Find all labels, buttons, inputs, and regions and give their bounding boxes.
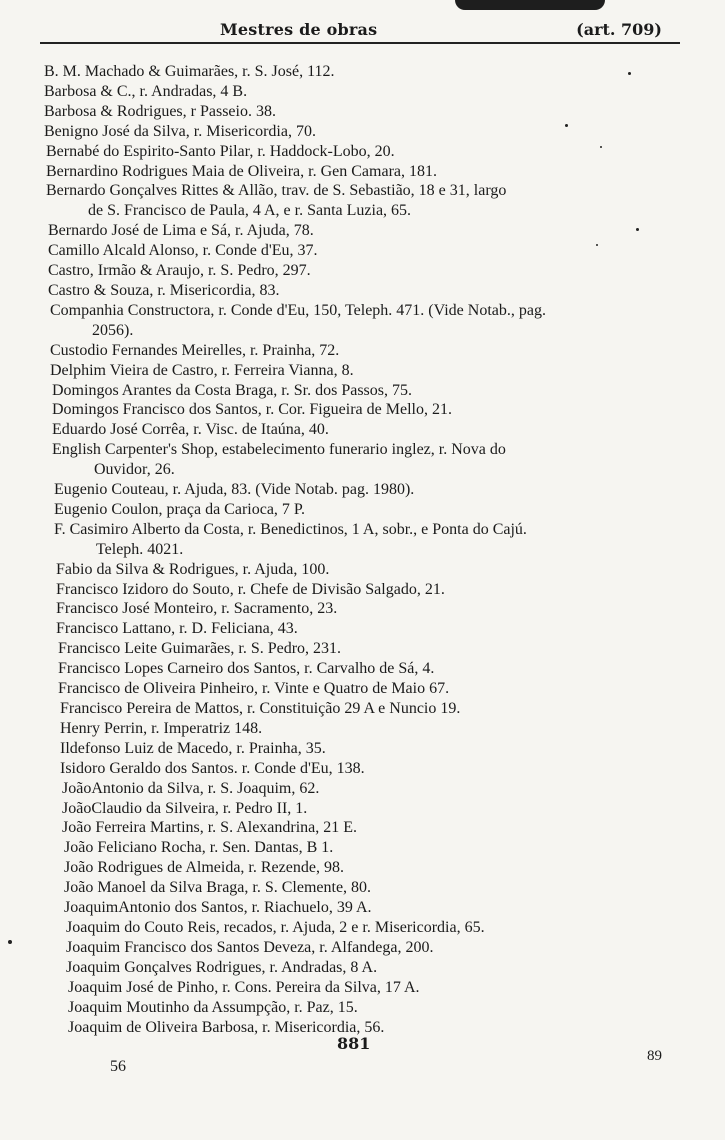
directory-entry xyxy=(42,221,692,241)
entry-text: Domingos Arantes da Costa Braga, r. Sr. dos Passos, 75. xyxy=(52,381,412,399)
directory-entry xyxy=(42,639,692,659)
signature-mark: 881 xyxy=(337,1034,371,1053)
entry-text: Barbosa & C., r. Andradas, 4 B. xyxy=(44,82,248,100)
entry-text: Francisco José Monteiro, r. Sacramento, 23. xyxy=(56,600,338,618)
entry-text: Bernardino Rodrigues Maia de Oliveira, r. Gen Camara, 181. xyxy=(46,162,437,180)
entry-text: B. M. Machado & Guimarães, r. S. José, 112. xyxy=(44,63,335,80)
directory-entry xyxy=(42,381,692,401)
directory-entry xyxy=(42,420,692,440)
directory-entry xyxy=(42,739,692,759)
directory-entry xyxy=(42,619,692,639)
entry-text: Ildefonso Luiz de Macedo, r. Prainha, 35. xyxy=(60,739,326,757)
entry-text: Francisco Pereira de Mattos, r. Constituição 29 A e Nuncio 19. xyxy=(60,700,461,717)
directory-entry xyxy=(42,998,692,1018)
entry-text: Castro & Souza, r. Misericordia, 83. xyxy=(48,281,280,299)
directory-entry xyxy=(42,361,692,381)
entry-text: Benigno José da Silva, r. Misericordia, 70. xyxy=(44,122,316,140)
directory-entry xyxy=(42,281,692,301)
directory-entry xyxy=(42,82,692,102)
directory-entry xyxy=(42,938,692,958)
directory-entry xyxy=(42,779,692,799)
entry-continuation: Teleph. 4021. xyxy=(96,540,184,558)
entry-continuation: 2056). xyxy=(92,321,134,339)
entry-text: Joaquim Francisco dos Santos Deveza, r. Alfandega, 200. xyxy=(66,938,434,956)
directory-entry xyxy=(42,520,692,560)
directory-entry xyxy=(42,838,692,858)
entry-text: Francisco Lattano, r. D. Feliciana, 43. xyxy=(56,620,298,638)
directory-entry xyxy=(42,341,692,361)
directory-entry xyxy=(42,659,692,679)
directory-entry xyxy=(42,580,692,600)
directory-entry xyxy=(42,480,692,500)
directory-entry xyxy=(42,122,692,142)
directory-entry xyxy=(42,699,692,719)
directory-entry xyxy=(42,719,692,739)
entry-text: Joaquim José de Pinho, r. Cons. Pereira da Silva, 17 A. xyxy=(68,978,420,996)
entry-text: Custodio Fernandes Meirelles, r. Prainha, 72. xyxy=(50,341,340,359)
entry-text: JoaquimAntonio dos Santos, r. Riachuelo, 39 A. xyxy=(64,899,372,917)
entry-text: JoãoClaudio da Silveira, r. Pedro II, 1. xyxy=(62,799,308,817)
directory-entry xyxy=(42,400,692,420)
footer-right-number: 89 xyxy=(647,1048,662,1064)
entry-text: Joaquim Moutinho da Assumpção, r. Paz, 15. xyxy=(68,998,358,1016)
directory-entry xyxy=(42,599,692,619)
entry-text: Joaquim Gonçalves Rodrigues, r. Andradas, 8 A. xyxy=(66,958,378,976)
entry-text: Bernardo José de Lima e Sá, r. Ajuda, 78. xyxy=(48,222,314,240)
entry-text: João Ferreira Martins, r. S. Alexandrina, 21 E. xyxy=(62,819,358,837)
directory-entry xyxy=(42,818,692,838)
entry-text: Isidoro Geraldo dos Santos. r. Conde d'Eu, 138. xyxy=(60,759,365,777)
directory-entry xyxy=(42,978,692,998)
entry-text: Henry Perrin, r. Imperatriz 148. xyxy=(60,719,263,737)
directory-entry xyxy=(42,142,692,162)
ink-speck xyxy=(8,940,12,944)
entry-text: Castro, Irmão & Araujo, r. S. Pedro, 297. xyxy=(48,262,311,280)
footer-left-number: 56 xyxy=(110,1058,126,1075)
ink-blot xyxy=(455,0,605,10)
entry-list xyxy=(42,62,692,1037)
directory-entry xyxy=(42,898,692,918)
directory-entry xyxy=(42,560,692,580)
entry-text: Francisco Lopes Carneiro dos Santos, r. Carvalho de Sá, 4. xyxy=(58,660,435,678)
entry-text: Joaquim de Oliveira Barbosa, r. Misericordia, 56. xyxy=(68,1018,385,1036)
entry-text: Barbosa & Rodrigues, r Passeio. 38. xyxy=(44,102,276,120)
ink-speck xyxy=(565,124,568,127)
entry-text: Bernabé do Espirito-Santo Pilar, r. Haddock-Lobo, 20. xyxy=(46,142,395,160)
entry-text: Bernardo Gonçalves Rittes & Allão, trav. de S. Sebastião, 18 e 31, largo xyxy=(46,182,507,200)
header-title: Mestres de obras xyxy=(220,20,378,39)
directory-entry xyxy=(42,858,692,878)
entry-text: Companhia Constructora, r. Conde d'Eu, 150, Teleph. 471. (Vide Notab., pag. xyxy=(50,301,546,319)
entry-text: Eugenio Couteau, r. Ajuda, 83. (Vide Notab. pag. 1980). xyxy=(54,481,415,499)
directory-entry xyxy=(42,301,692,341)
directory-entry xyxy=(42,799,692,819)
entry-text: Francisco Leite Guimarães, r. S. Pedro, 231. xyxy=(58,640,342,658)
directory-entry xyxy=(42,241,692,261)
entry-text: Eduardo José Corrêa, r. Visc. de Itaúna, 40. xyxy=(52,421,329,439)
directory-entry xyxy=(42,62,692,82)
ink-speck xyxy=(628,72,631,75)
ink-speck xyxy=(596,244,598,246)
entry-continuation: Ouvidor, 26. xyxy=(94,461,175,479)
article-reference: (art. 709) xyxy=(576,20,662,39)
page-header xyxy=(40,18,680,44)
ink-speck xyxy=(600,146,602,148)
directory-entry xyxy=(42,958,692,978)
entry-text: João Manoel da Silva Braga, r. S. Clemente, 80. xyxy=(64,879,372,897)
directory-entry xyxy=(42,679,692,699)
directory-entry xyxy=(42,759,692,779)
directory-entry xyxy=(42,162,692,182)
ink-speck xyxy=(636,228,639,231)
entry-text: Fabio da Silva & Rodrigues, r. Ajuda, 100. xyxy=(56,560,330,578)
entry-text: Francisco Izidoro do Souto, r. Chefe de Divisão Salgado, 21. xyxy=(56,580,445,598)
directory-entry xyxy=(42,918,692,938)
entry-text: Domingos Francisco dos Santos, r. Cor. Figueira de Mello, 21. xyxy=(52,401,452,419)
entry-text: F. Casimiro Alberto da Costa, r. Benedictinos, 1 A, sobr., e Ponta do Cajú. xyxy=(54,520,527,538)
entry-text: Delphim Vieira de Castro, r. Ferreira Vianna, 8. xyxy=(50,361,354,379)
directory-entry xyxy=(42,181,692,221)
directory-entry xyxy=(42,878,692,898)
entry-text: English Carpenter's Shop, estabelecimento funerario inglez, r. Nova do xyxy=(52,441,506,459)
entry-text: João Rodrigues de Almeida, r. Rezende, 98. xyxy=(64,859,344,877)
entry-text: João Feliciano Rocha, r. Sen. Dantas, B 1. xyxy=(64,839,334,857)
entry-text: Francisco de Oliveira Pinheiro, r. Vinte e Quatro de Maio 67. xyxy=(58,680,450,698)
entry-continuation: de S. Francisco de Paula, 4 A, e r. Santa Luzia, 65. xyxy=(88,202,412,220)
entry-text: JoãoAntonio da Silva, r. S. Joaquim, 62. xyxy=(62,779,320,797)
directory-entry xyxy=(42,261,692,281)
entry-text: Camillo Alcald Alonso, r. Conde d'Eu, 37. xyxy=(48,242,318,260)
directory-entry xyxy=(42,102,692,122)
entry-text: Eugenio Coulon, praça da Carioca, 7 P. xyxy=(54,500,306,518)
entry-text: Joaquim do Couto Reis, recados, r. Ajuda, 2 e r. Misericordia, 65. xyxy=(66,918,485,936)
directory-entry xyxy=(42,440,692,480)
directory-entry xyxy=(42,500,692,520)
